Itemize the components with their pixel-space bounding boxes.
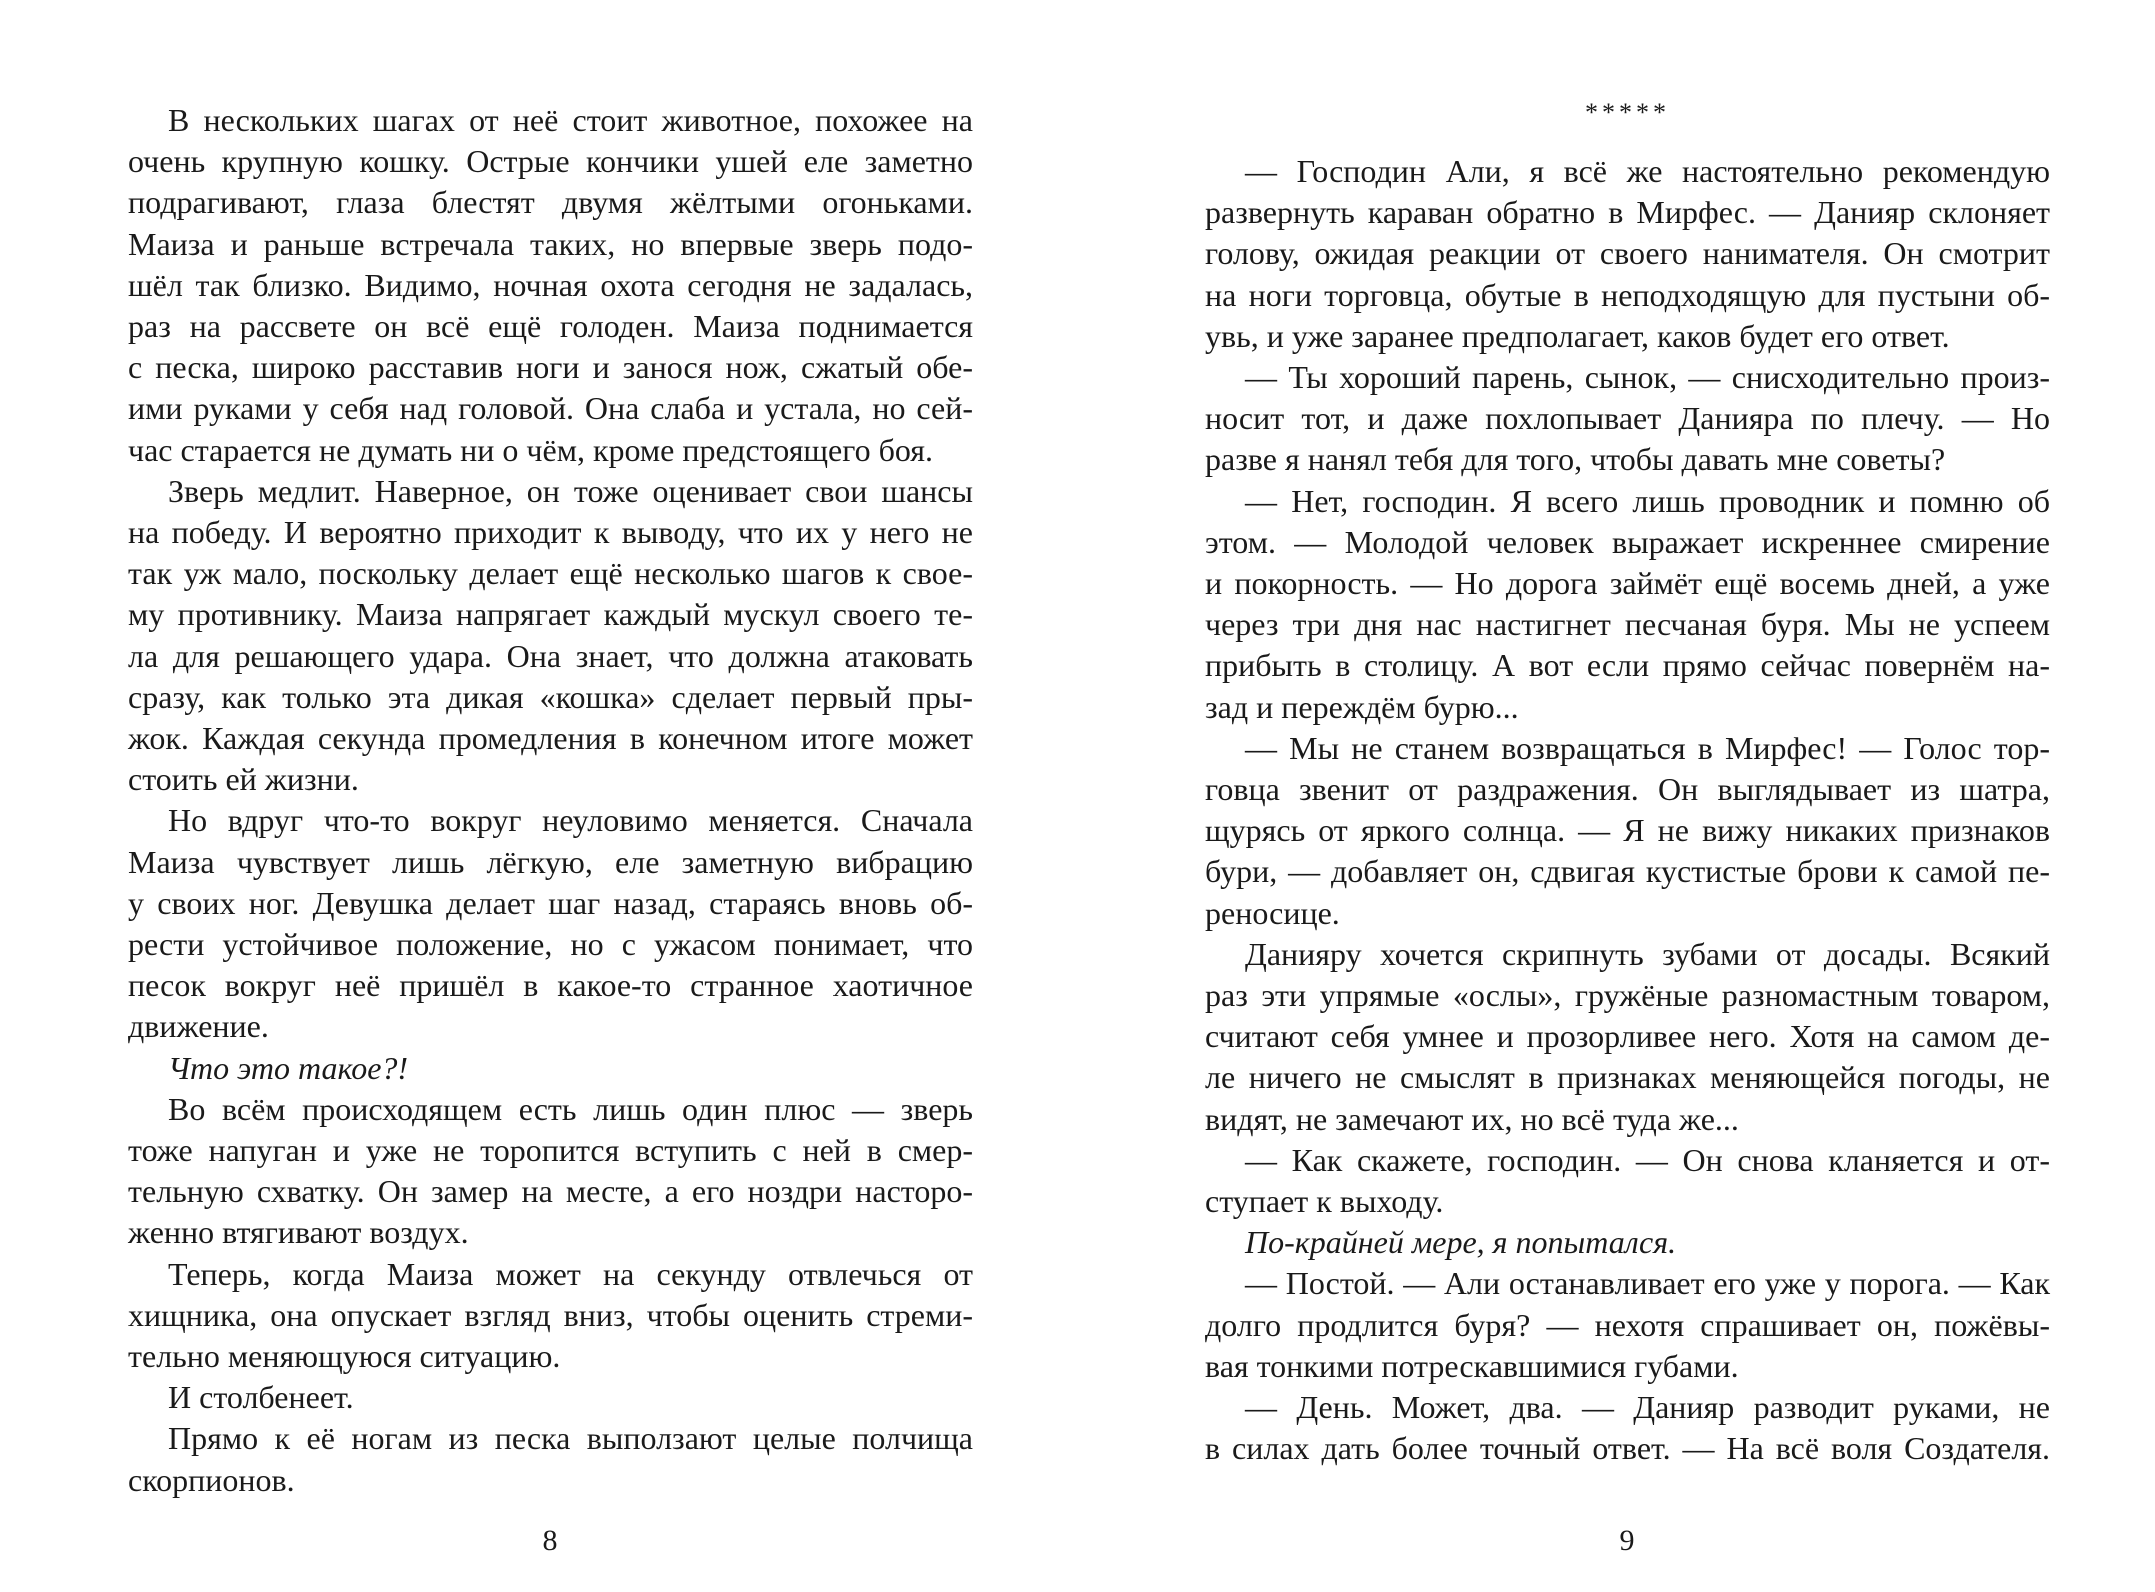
- text-line: Зверь медлит. Наверное, он тоже оценивает свои шансы: [168, 472, 973, 509]
- text-line: реносице.: [1205, 894, 1340, 931]
- text-line: на победу. И вероятно приходит к выводу, что их у него не: [128, 514, 973, 550]
- text-line: — Мы не станем возвращаться в Мирфес! — Голос тор-: [1245, 729, 2050, 766]
- text-line: видят, не замечают их, но всё туда же...: [1205, 1100, 1739, 1137]
- text-line: развернуть караван обратно в Мирфес. — Данияр склоняет: [1205, 194, 2050, 231]
- text-line: тельно меняющуюся ситуацию.: [128, 1338, 561, 1374]
- text-line: ла для решающего удара. Она знает, что должна атаковать: [128, 637, 973, 674]
- text-line: долго продлится буря? — нехотя спрашивает он, пожёвы-: [1205, 1306, 2050, 1343]
- text-line: Маиза чувствует лишь лёгкую, еле заметную вибрацию: [128, 843, 973, 880]
- text-line: ле ничего не смыслят в признаках меняющейся погоды, не: [1205, 1059, 2050, 1096]
- text-line: По-крайней мере, я попытался.: [1245, 1224, 1677, 1261]
- text-line: раз на рассвете он всё ещё голоден. Маиза поднимается: [128, 308, 973, 344]
- text-line: женно втягивают воздух.: [128, 1214, 469, 1251]
- text-line: И столбенеет.: [168, 1379, 354, 1416]
- text-line: в силах дать более точный ответ. — На всё воля Создателя.: [1205, 1430, 2050, 1467]
- text-line: движение.: [128, 1008, 269, 1045]
- text-line: Прямо к её ногам из песка выползают целые полчища: [168, 1420, 973, 1457]
- text-line: тельную схватку. Он замер на месте, а его ноздри насторо-: [128, 1173, 973, 1210]
- page-number-left: 8: [542, 1524, 558, 1557]
- text-line: стоить ей жизни.: [128, 761, 359, 798]
- text-line: вая тонкими потрескавшимися губами.: [1205, 1347, 1739, 1384]
- text-line: разве я нанял тебя для того, чтобы давать мне советы?: [1205, 441, 1946, 478]
- text-line: Что это такое?!: [168, 1049, 409, 1086]
- text-line: В нескольких шагах от неё стоит животное, похожее на: [168, 102, 973, 138]
- text-line: — Как скажете, господин. — Он снова кланяется и от-: [1245, 1141, 2050, 1178]
- text-line: ими руками у себя над головой. Она слаба и устала, но сей-: [128, 390, 973, 427]
- text-line: очень крупную кошку. Острые кончики ушей еле заметно: [128, 143, 973, 180]
- text-line: говца звенит от раздражения. Он выглядывает из шатра,: [1205, 771, 2050, 807]
- text-line: — Постой. — Али останавливает его уже у порога. — Как: [1245, 1265, 2050, 1302]
- text-line: так уж мало, поскольку делает ещё несколько шагов к свое-: [128, 555, 973, 592]
- text-line: жок. Каждая секунда промедления в конечном итоге может: [128, 720, 973, 756]
- text-line: шёл так близко. Видимо, ночная охота сегодня не задалась,: [128, 266, 973, 303]
- text-line: и покорность. — Но дорога займёт ещё восемь дней, а уже: [1205, 565, 2050, 601]
- text-line: голову, ожидая реакции от своего нанимателя. Он смотрит: [1205, 235, 2050, 272]
- text-line: тоже напуган и уже не торопится вступить с ней в смер-: [128, 1132, 973, 1168]
- text-line: раз эти упрямые «ослы», гружёные разномастным товаром,: [1205, 977, 2050, 1013]
- text-line: Теперь, когда Маиза может на секунду отвлечься от: [168, 1255, 973, 1292]
- section-break: *****: [1585, 98, 1670, 127]
- text-line: на ноги торговца, обутые в неподходящую для пустыни об-: [1205, 276, 2050, 313]
- page-number-right: 9: [1619, 1524, 1635, 1557]
- text-line: му противнику. Маиза напрягает каждый мускул своего те-: [128, 596, 973, 633]
- text-line: — День. Может, два. — Данияр разводит руками, не: [1245, 1389, 2050, 1425]
- text-line: ступает к выходу.: [1205, 1183, 1444, 1219]
- text-line: подрагивают, глаза блестят двумя жёлтыми огоньками.: [128, 184, 973, 221]
- text-line: прибыть в столицу. А вот если прямо сейчас повернём на-: [1205, 647, 2050, 684]
- text-line: считают себя умнее и прозорливее него. Хотя на самом де-: [1205, 1018, 2050, 1055]
- text-line: через три дня нас настигнет песчаная буря. Мы не успеем: [1205, 606, 2050, 643]
- text-line: Но вдруг что-то вокруг неуловимо меняется. Сначала: [168, 802, 973, 839]
- text-line: час старается не думать ни о чём, кроме предстоящего боя.: [128, 431, 933, 468]
- text-line: увь, и уже заранее предполагает, каков будет его ответ.: [1205, 317, 1950, 354]
- text-line: Маиза и раньше встречала таких, но впервые зверь подо-: [128, 225, 973, 262]
- text-line: с песка, широко расставив ноги и занося нож, сжатый обе-: [128, 349, 973, 386]
- text-line: бури, — добавляет он, сдвигая кустистые брови к самой пе-: [1205, 853, 2050, 890]
- text-line: — Ты хороший парень, сынок, — снисходительно произ-: [1245, 359, 2050, 395]
- text-line: — Нет, господин. Я всего лишь проводник и помню об: [1245, 482, 2050, 519]
- text-line: щурясь от яркого солнца. — Я не вижу никаких признаков: [1205, 812, 2050, 849]
- text-line: — Господин Али, я всё же настоятельно рекомендую: [1245, 153, 2050, 189]
- text-line: хищника, она опускает взгляд вниз, чтобы оценить стреми-: [128, 1296, 973, 1333]
- text-line: скорпионов.: [128, 1461, 295, 1498]
- text-line: у своих ног. Девушка делает шаг назад, стараясь вновь об-: [128, 884, 973, 921]
- text-line: зад и переждём бурю...: [1205, 688, 1519, 725]
- text-line: Во всём происходящем есть лишь один плюс — зверь: [168, 1090, 973, 1127]
- text-line: песок вокруг неё пришёл в какое-то странное хаотичное: [128, 967, 973, 1004]
- text-line: носит тот, и даже похлопывает Данияра по плечу. — Но: [1205, 400, 2050, 437]
- text-line: рести устойчивое положение, но с ужасом понимает, что: [128, 926, 973, 962]
- text-line: этом. — Молодой человек выражает искреннее смирение: [1205, 523, 2050, 560]
- text-line: Данияру хочется скрипнуть зубами от досады. Всякий: [1245, 935, 2050, 972]
- text-line: сразу, как только эта дикая «кошка» сделает первый пры-: [128, 678, 973, 715]
